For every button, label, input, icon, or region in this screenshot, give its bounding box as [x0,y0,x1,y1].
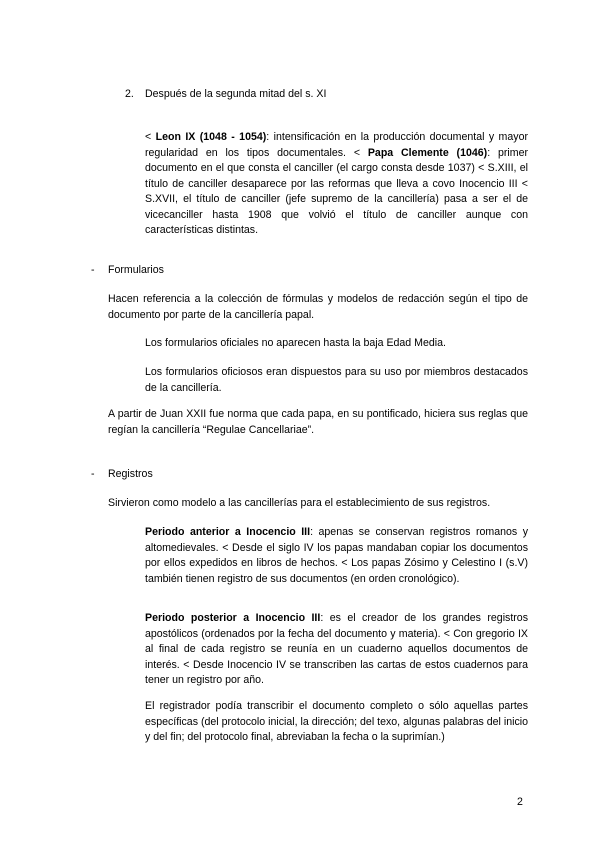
formularios-oficiosos: Los formularios oficiosos eran dispuestos para su uso por miembros destacados de la cancillería. [145,366,528,394]
papa-clemente-bold: Papa Clemente (1046) [367,146,488,159]
periodo-posterior-bold: Periodo posterior a Inocencio III [145,612,321,624]
periodo-anterior-paragraph: Periodo anterior a Inocencio III: apenas se conservan registros romanos y altomedievales. < Desde el siglo IV los papas mandaban copiar los documentos por ellos expedidos en libros de hechos. < Los papas Zósimo y Celestino I (s.V) también tienen registro de sus documentos (en orden cronológico). [145,526,529,585]
registros-heading: Registros [108,468,153,480]
leon-ix-bold: Leon IX (1048 - 1054) [155,131,267,143]
registros-bullet: - [91,468,95,480]
page-number: 2 [517,796,523,808]
formularios-intro: Hacen referencia a la colección de fórmulas y modelos de redacción según el tipo de documento por parte de la cancillería papal. [108,293,528,321]
formularios-bullet: - [91,264,95,276]
formularios-oficiales: Los formularios oficiales no aparecen hasta la baja Edad Media. [145,337,446,349]
registrador-paragraph: El registrador podía transcribir el documento completo o sólo aquellas partes específicas (del protocolo inicial, la dirección; del texo, algunas palabras del inicio y del fin; del protocolo final, abreviaban la fecha o la suprimían.) [145,700,528,743]
formularios-heading: Formularios [108,264,164,276]
section-heading: Después de la segunda mitad del s. XI [145,88,327,100]
juan-xxii-paragraph: A partir de Juan XXII fue norma que cada papa, en su pontificado, hiciera sus reglas que regían la cancillería “Regulae Cancellariae”. [108,408,528,436]
leon-clemente-paragraph: < Leon IX (1048 - 1054): intensificación en la producción documental y mayor regularidad en los tipos documentales. < Papa Clemente (1046): primer documento en el que consta el canciller (el cargo consta desde 1037) < S.XIII, el título de canciller desaparece por las reformas que lleva a covo Inocencio III < S.XVII, el título de canciller (jefe supremo de la cancillería) pasa a ser el de vicecanciller hasta 1908 que volvió el título de canciller aunque con características distintas. [145,131,528,236]
section-number: 2. [125,88,134,100]
periodo-posterior-paragraph: Periodo posterior a Inocencio III: es el creador de los grandes registros apostólicos (ordenados por la fecha del documento y materia). < Con gregorio IX al final de cada registro se reunía en un cuaderno aquellos documentos de interés. < Desde Inocencio IV se transcriben las cartas de estos cuadernos para tener un registro por año. [145,612,528,686]
periodo-anterior-bold: Periodo anterior a Inocencio III [145,526,311,538]
registros-intro: Sirvieron como modelo a las cancillerías para el establecimiento de sus registros. [108,497,491,509]
